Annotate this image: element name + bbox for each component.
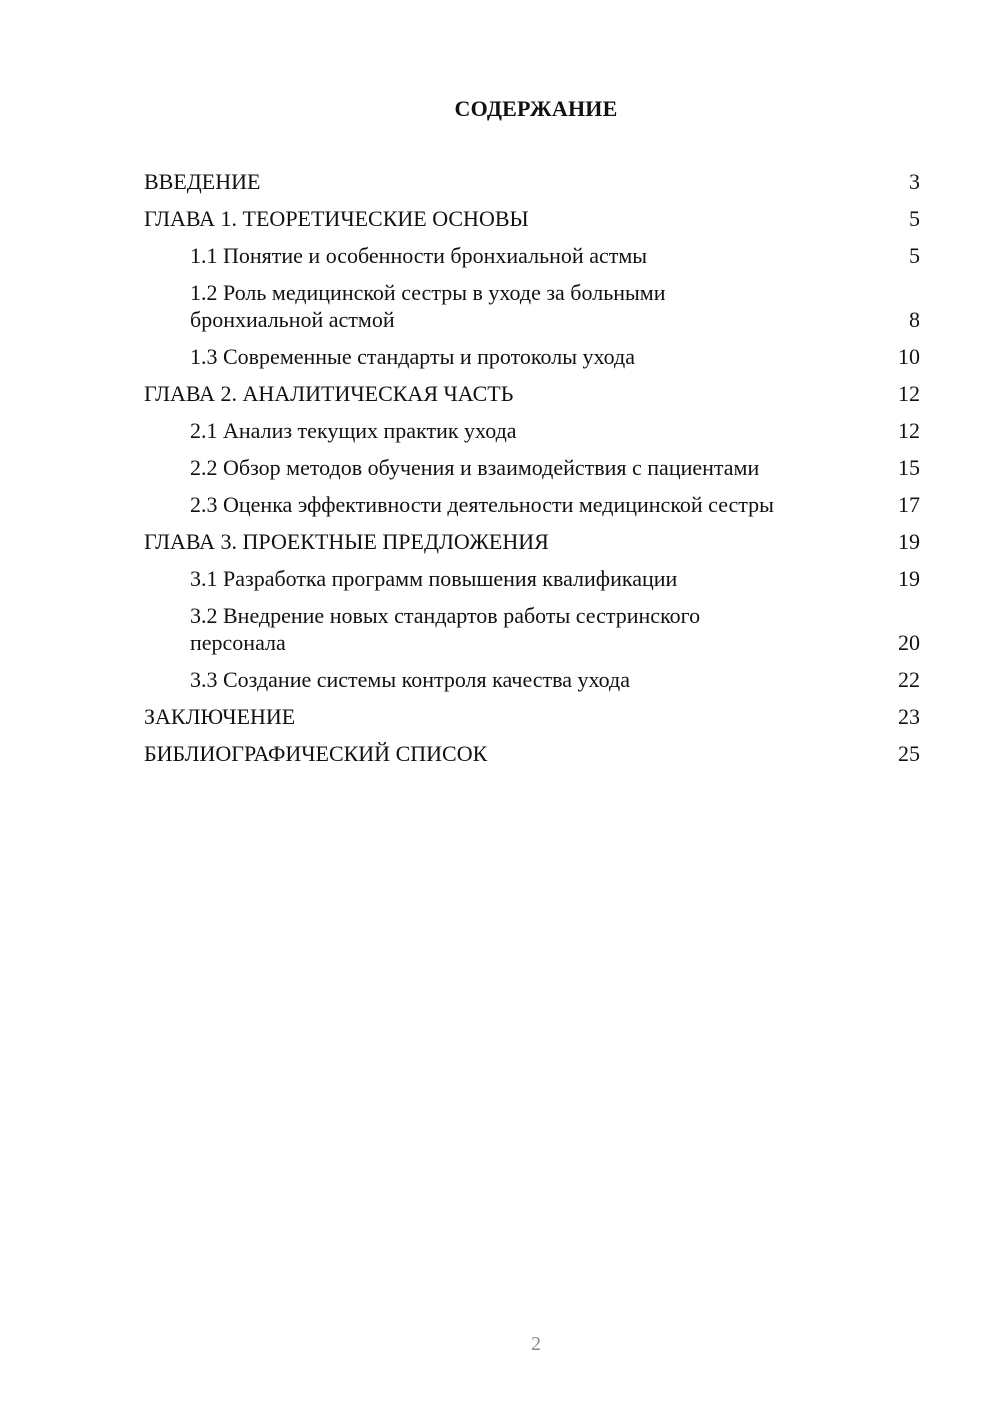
toc-entry[interactable] — [144, 380, 920, 407]
toc-entry-page-number: 5 — [909, 243, 920, 268]
table-of-contents — [144, 168, 920, 777]
toc-entry-page-number: 15 — [898, 455, 920, 480]
toc-entry-label: ГЛАВА 1. ТЕОРЕТИЧЕСКИЕ ОСНОВЫ — [144, 206, 529, 231]
toc-entry-label: ГЛАВА 2. АНАЛИТИЧЕСКАЯ ЧАСТЬ — [144, 381, 514, 406]
toc-entry-page-number: 25 — [898, 741, 920, 766]
toc-entry-label: 3.3 Создание системы контроля качества ухода — [190, 667, 630, 692]
toc-entry-page-number: 20 — [898, 630, 920, 655]
toc-entry[interactable] — [144, 602, 920, 656]
toc-entry[interactable] — [144, 343, 920, 370]
toc-entry-page-number: 12 — [898, 418, 920, 443]
toc-entry[interactable] — [144, 454, 920, 481]
toc-entry-page-number: 19 — [898, 529, 920, 554]
toc-entry[interactable] — [144, 703, 920, 730]
toc-entry[interactable] — [144, 565, 920, 592]
toc-entry[interactable] — [144, 491, 920, 518]
toc-entry-label: 3.2 Внедрение новых стандартов работы сестринского персонала — [190, 603, 701, 655]
toc-entry[interactable] — [144, 205, 920, 232]
toc-entry-page-number: 17 — [898, 492, 920, 517]
toc-entry-page-number: 10 — [898, 344, 920, 369]
toc-entry-page-number: 5 — [909, 206, 920, 231]
toc-entry-page-number: 8 — [909, 307, 920, 332]
toc-entry-page-number: 22 — [898, 667, 920, 692]
toc-entry-page-number: 12 — [898, 381, 920, 406]
toc-entry[interactable] — [144, 417, 920, 444]
toc-entry[interactable] — [144, 740, 920, 767]
toc-entry[interactable] — [144, 168, 920, 195]
toc-entry-label: 2.2 Обзор методов обучения и взаимодействия с пациентами — [190, 455, 760, 480]
toc-entry-label: ГЛАВА 3. ПРОЕКТНЫЕ ПРЕДЛОЖЕНИЯ — [144, 529, 549, 554]
toc-entry-label: 1.2 Роль медицинской сестры в уходе за больными бронхиальной астмой — [190, 280, 666, 332]
toc-entry-label: 3.1 Разработка программ повышения квалификации — [190, 566, 678, 591]
toc-entry[interactable] — [144, 279, 920, 333]
toc-entry-label: ЗАКЛЮЧЕНИЕ — [144, 704, 296, 729]
toc-entry-page-number: 3 — [909, 169, 920, 194]
toc-entry-label: 2.1 Анализ текущих практик ухода — [190, 418, 517, 443]
toc-entry[interactable] — [144, 242, 920, 269]
toc-entry-page-number: 23 — [898, 704, 920, 729]
toc-entry-label: 2.3 Оценка эффективности деятельности медицинской сестры — [190, 492, 774, 517]
toc-entry-label: 1.1 Понятие и особенности бронхиальной астмы — [190, 243, 648, 268]
toc-entry[interactable] — [144, 528, 920, 555]
toc-entry-label: ВВЕДЕНИЕ — [144, 169, 261, 194]
toc-entry[interactable] — [144, 666, 920, 693]
toc-entry-label: 1.3 Современные стандарты и протоколы ухода — [190, 344, 635, 369]
toc-entry-page-number: 19 — [898, 566, 920, 591]
toc-entry-label: БИБЛИОГРАФИЧЕСКИЙ СПИСОК — [144, 741, 488, 766]
page-title: СОДЕРЖАНИЕ — [454, 96, 618, 121]
page-number: 2 — [531, 1333, 541, 1355]
